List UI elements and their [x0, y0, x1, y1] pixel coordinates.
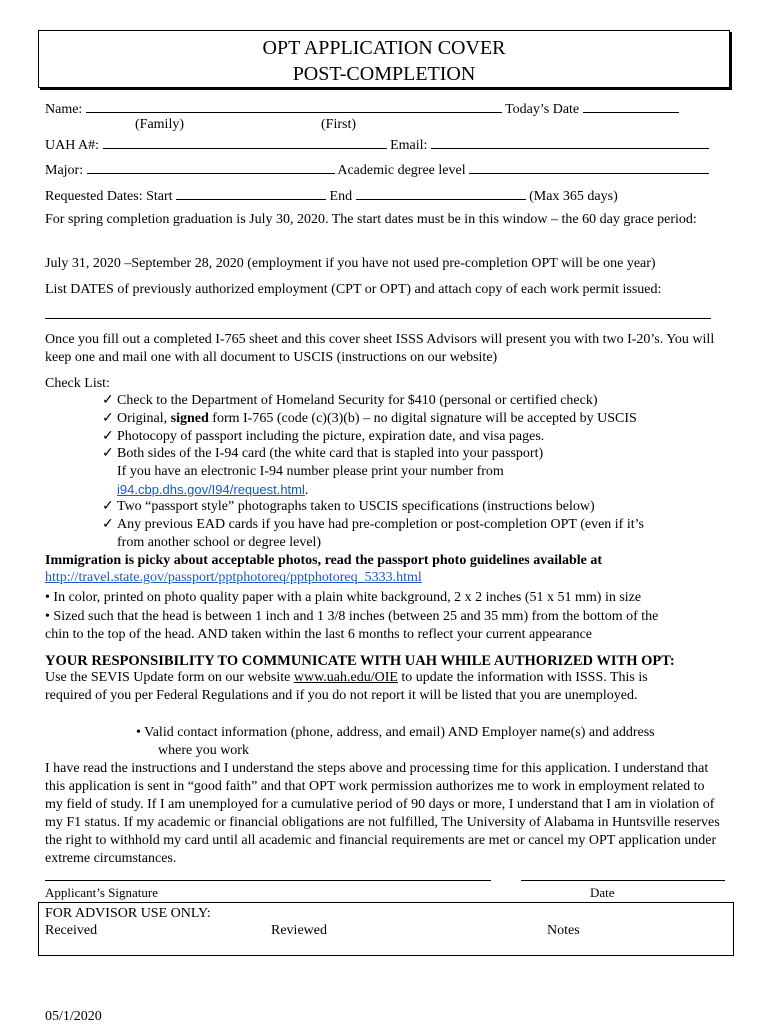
- contact-bullet: [136, 724, 655, 742]
- checklist-item-2-pre: Original,: [117, 411, 168, 426]
- name-field[interactable]: [86, 98, 502, 113]
- title-line-2: POST-COMPLETION: [292, 63, 476, 85]
- first-label: (First): [321, 117, 356, 132]
- checklist-item-2-bold: signed: [170, 411, 209, 426]
- checklist-item-1-text: Check to the Department of Homeland Security for $410 (personal or certified check): [117, 393, 598, 408]
- advisor-box: [38, 902, 734, 956]
- previous-employment-field[interactable]: [45, 318, 711, 319]
- email-field[interactable]: [431, 134, 709, 149]
- major-label: Major:: [45, 163, 84, 178]
- checklist-item-2-post: form I-765 (code (c)(3)(b) – no digital signature will be accepted by USCIS: [212, 411, 637, 426]
- photo-link-row: [45, 569, 735, 587]
- photo-bullet-2-line-1: Sized such that the head is between 1 inch and 1 3/8 inches (between 25 and 35 mm) from the bottom of the: [53, 609, 659, 624]
- passport-photo-link[interactable]: http://travel.state.gov/passport/pptphotoreq/pptphotoreq_5333.html: [45, 570, 422, 585]
- max-days-note: (Max 365 days): [529, 189, 618, 204]
- bullet-icon: •: [45, 609, 50, 624]
- checklist-item-3: [102, 428, 545, 446]
- oie-link[interactable]: www.uah.edu/OIE: [293, 670, 398, 685]
- advisor-heading: FOR ADVISOR USE ONLY:: [45, 906, 211, 921]
- checklist-item-6-line-2: from another school or degree level): [117, 535, 322, 550]
- i94-link-period: .: [304, 483, 309, 498]
- checklist-item-4: [102, 445, 544, 463]
- applicant-signature-label: Applicant’s Signature: [45, 885, 159, 900]
- degree-field[interactable]: [469, 159, 709, 174]
- window-paragraph: July 31, 2020 –September 28, 2020 (employment if you have not used pre-completion OPT will be one year): [45, 256, 656, 271]
- checklist-item-6: [102, 516, 644, 534]
- todays-date-field[interactable]: [583, 98, 679, 113]
- once-paragraph: Once you fill out a completed I-765 sheet and this cover sheet ISSS Advisors will present you with two I-20’s. You will keep one and mail one with all document to USCIS (instructions on our website): [45, 332, 715, 365]
- advisor-received: Received: [45, 923, 98, 938]
- applicant-signature-field[interactable]: [45, 880, 491, 881]
- title-line-1: OPT APPLICATION COVER: [262, 37, 506, 59]
- responsibility-line-2: required of you per Federal Regulations and if you do not report it will be listed that you are unemployed.: [45, 688, 638, 703]
- footer-date: 05/1/2020: [45, 1009, 102, 1024]
- advisor-notes: Notes: [547, 923, 580, 938]
- uah-row: [45, 134, 709, 155]
- uah-label: UAH A#:: [45, 138, 100, 153]
- major-row: [45, 159, 709, 180]
- check-icon: ✓: [102, 517, 114, 532]
- signature-date-label: Date: [590, 885, 615, 900]
- bullet-icon: •: [136, 725, 141, 740]
- sevis-text: Use the SEVIS Update form on our website: [45, 670, 291, 685]
- checklist-item-5-text: Two “passport style” photographs taken to USCIS specifications (instructions below): [117, 499, 595, 514]
- email-label: Email:: [390, 138, 428, 153]
- responsibility-heading-text: YOUR RESPONSIBILITY TO COMMUNICATE WITH UAH WHILE AUTHORIZED WITH OPT:: [45, 653, 675, 669]
- agreement-paragraph: I have read the instructions and I understand the steps above and processing time for this application. I understand that this application is sent in “good faith” and that OPT work permission authorizes me to work in employment related to my field of study. If I am unemployed for a cumulative period of 90 days or more, I understand that I am in violation of my F1 status. If my academic or financial obligations are not fulfilled, The University of Alabama in Huntsville reserves the right to withhold my card until all academic and financial requirements are met or cancel my OPT application under extreme circumstances.: [45, 761, 720, 866]
- dates-start-label: Requested Dates: Start: [45, 189, 173, 204]
- photo-heading: [45, 552, 735, 570]
- check-icon: ✓: [102, 446, 114, 461]
- checklist-item-3-text: Photocopy of passport including the picture, expiration date, and visa pages.: [117, 429, 545, 444]
- start-date-field[interactable]: [176, 185, 326, 200]
- contact-bullet-line-2: where you work: [158, 743, 249, 758]
- contact-bullet-line-1: Valid contact information (phone, address, and email) AND Employer name(s) and address: [144, 725, 655, 740]
- checklist-item-4-line-1: Both sides of the I-94 card (the white card that is stapled into your passport): [117, 446, 544, 461]
- degree-label: Academic degree level: [337, 163, 466, 178]
- title-box: [38, 30, 730, 88]
- name-label: Name:: [45, 102, 83, 117]
- dates-end-label: End: [329, 189, 353, 204]
- end-date-field[interactable]: [356, 185, 526, 200]
- list-dates-paragraph: List DATES of previously authorized employment (CPT or OPT) and attach copy of each work permit issued:: [45, 282, 662, 297]
- check-icon: ✓: [102, 429, 114, 444]
- family-label: (Family): [135, 117, 184, 132]
- i94-link[interactable]: i94.cbp.dhs.gov/I94/request.html: [117, 482, 305, 497]
- dates-row: [45, 185, 618, 206]
- major-field[interactable]: [87, 159, 335, 174]
- advisor-reviewed: Reviewed: [271, 923, 327, 938]
- photo-heading-text: Immigration is picky about acceptable photos, read the passport photo guidelines available at: [45, 553, 603, 568]
- photo-bullet-2-line-2: chin to the top of the head. AND taken within the last 6 months to reflect your current appearance: [45, 627, 592, 642]
- responsibility-heading: [45, 652, 735, 670]
- checklist-item-2: [102, 410, 637, 428]
- signature-date-field[interactable]: [521, 880, 725, 881]
- checklist-item-4-line-2: If you have an electronic I-94 number please print your number from: [117, 464, 504, 479]
- checklist-label: Check List:: [45, 376, 110, 391]
- check-icon: ✓: [102, 393, 114, 408]
- checklist-item-6-line-1: Any previous EAD cards if you have had pre-completion or post-completion OPT (even if it’s: [117, 517, 644, 532]
- spring-paragraph: For spring completion graduation is July 30, 2020. The start dates must be in this window – the 60 day grace period:: [45, 212, 697, 227]
- check-icon: ✓: [102, 499, 114, 514]
- photo-bullet-2: [45, 608, 658, 626]
- photo-bullet-1: [45, 589, 641, 607]
- check-icon: ✓: [102, 411, 114, 426]
- photo-bullet-1-text: In color, printed on photo quality paper with a plain white background, 2 x 2 inches (51 x 51 mm) in size: [53, 590, 642, 605]
- checklist-item-5: [102, 498, 595, 516]
- sevis-text-post: to update the information with ISSS. This is: [401, 670, 648, 685]
- responsibility-line-1: [45, 669, 735, 687]
- bullet-icon: •: [45, 590, 50, 605]
- uah-field[interactable]: [103, 134, 387, 149]
- todays-date-label: Today’s Date: [505, 102, 580, 117]
- checklist-item-1: [102, 392, 598, 410]
